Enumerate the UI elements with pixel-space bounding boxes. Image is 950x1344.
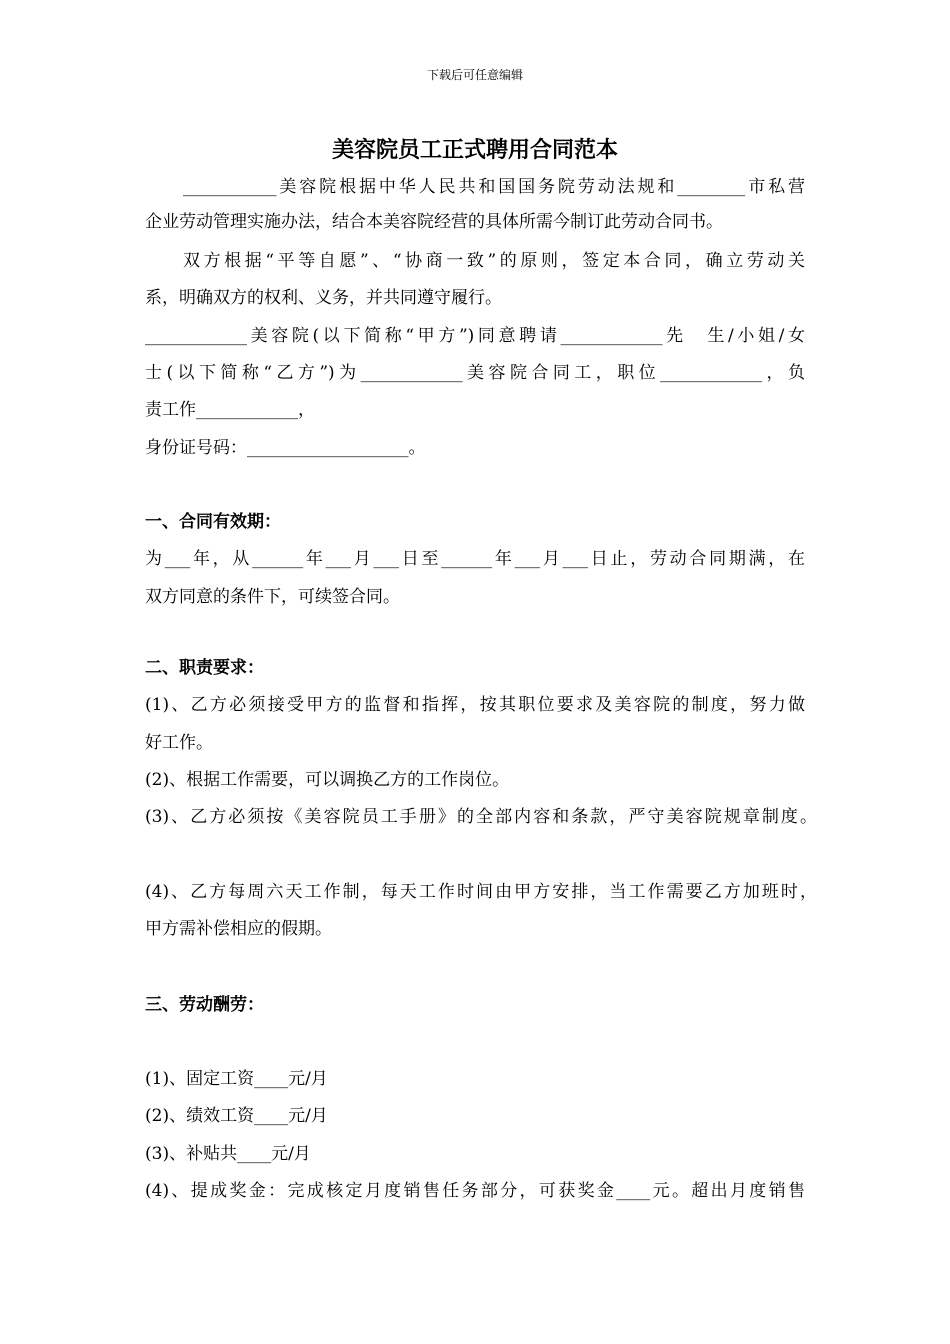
section-heading: 二、职责要求： bbox=[145, 658, 264, 678]
paragraph-line: 双方根据“平等自愿”、“协商一致”的原则，签定本合同，确立劳动关 bbox=[183, 251, 805, 271]
paragraph-line: (3)、乙方必须按《美容院员工手册》的全部内容和条款，严守美容院规章制度。 bbox=[145, 807, 817, 827]
paragraph-line: 企业劳动管理实施办法，结合本美容院经营的具体所需今制订此劳动合同书。 bbox=[145, 212, 723, 232]
paragraph-line: ___________美容院根据中华人民共和国国务院劳动法规和________市私营 bbox=[183, 177, 805, 197]
paragraph-line: (2)、绩效工资____元/月 bbox=[145, 1106, 328, 1126]
paragraph-line: 为___年，从______年___月___日至______年___月___日止，劳动合同期满，在 bbox=[145, 549, 805, 569]
paragraph-line: (4)、乙方每周六天工作制，每天工作时间由甲方安排，当工作需要乙方加班时， bbox=[145, 882, 817, 902]
paragraph-line: 身份证号码：___________________。 bbox=[145, 438, 426, 458]
paragraph-line: (4)、提成奖金：完成核定月度销售任务部分，可获奖金____元。超出月度销售 bbox=[145, 1181, 805, 1201]
header-note: 下载后可任意编辑 bbox=[426, 68, 523, 82]
paragraph-line: (3)、补贴共____元/月 bbox=[145, 1144, 311, 1164]
section-heading: 一、合同有效期： bbox=[145, 512, 281, 532]
paragraph-line: 士(以下简称“乙方”)为____________美容院合同工，职位____________，负 bbox=[145, 363, 805, 383]
paragraph-line: 甲方需补偿相应的假期。 bbox=[145, 919, 332, 939]
paragraph-line: (2)、根据工作需要，可以调换乙方的工作岗位。 bbox=[145, 770, 510, 790]
paragraph-line: (1)、乙方必须接受甲方的监督和指挥，按其职位要求及美容院的制度，努力做 bbox=[145, 695, 805, 715]
paragraph-line: 责工作____________， bbox=[145, 400, 315, 420]
document-title: 美容院员工正式聘用合同范本 bbox=[331, 137, 618, 163]
paragraph-line: ____________美容院(以下简称“甲方”)同意聘请____________先 生/小姐/女 bbox=[145, 326, 805, 346]
paragraph-line: (1)、固定工资____元/月 bbox=[145, 1069, 328, 1089]
section-heading: 三、劳动酬劳： bbox=[145, 995, 264, 1015]
paragraph-line: 双方同意的条件下，可续签合同。 bbox=[145, 587, 400, 607]
paragraph-line: 系，明确双方的权利、义务，并共同遵守履行。 bbox=[145, 288, 502, 308]
paragraph-line: 好工作。 bbox=[145, 733, 213, 753]
